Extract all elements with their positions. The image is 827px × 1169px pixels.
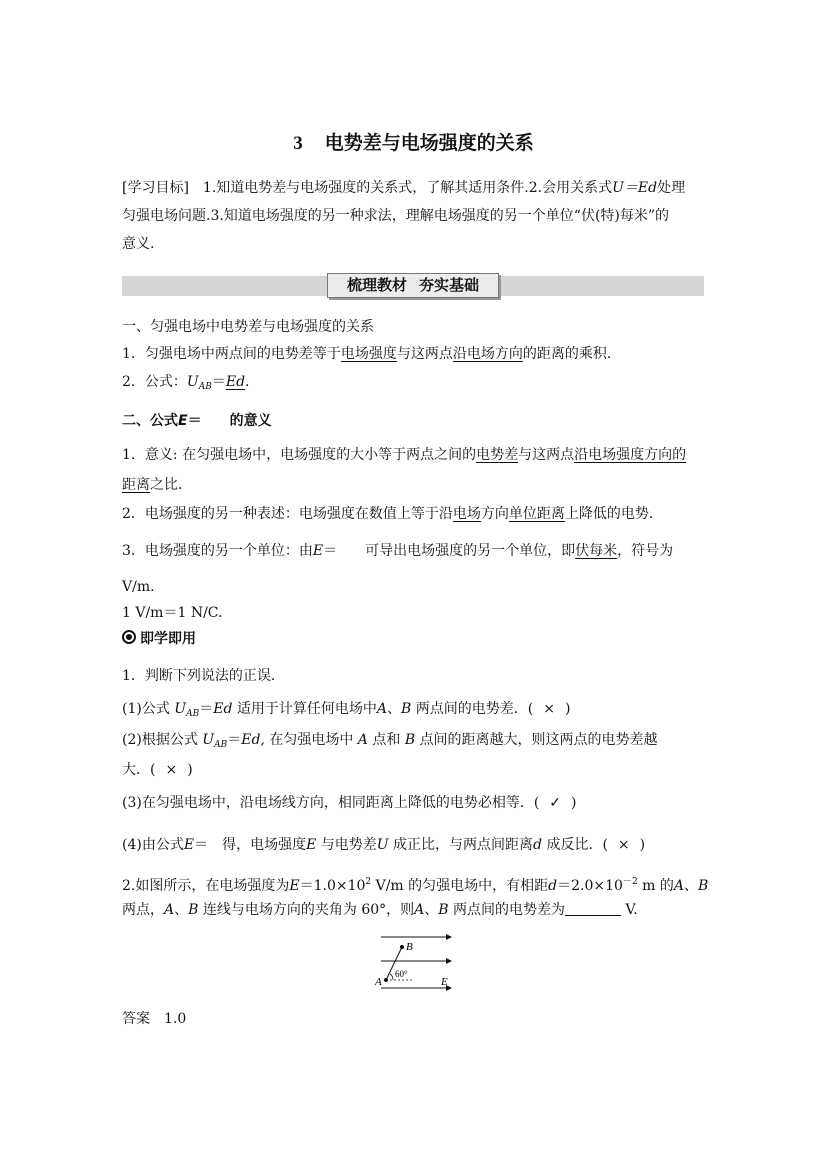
label-angle: 60° bbox=[395, 969, 408, 979]
answer-blank bbox=[565, 901, 621, 916]
label-e: E bbox=[441, 976, 448, 988]
q1-title: 1．判断下列说法的正误． bbox=[122, 668, 285, 684]
section1-item1: 1．匀强电场中两点间的电势差等于电场强度与这两点沿电场方向的距离的乘积． bbox=[122, 346, 621, 362]
title-text: 电势差与电场强度的关系 bbox=[324, 132, 534, 154]
section2-item1-cont: 距离之比． bbox=[122, 477, 192, 493]
q1-2-cont: 大．( × ) bbox=[122, 757, 193, 783]
page-title bbox=[0, 128, 827, 155]
title-number: 3 bbox=[293, 133, 303, 154]
practice-heading: 即学即用 bbox=[122, 626, 196, 652]
q1-2: (2)根据公式 $U_{AB}=Ed$, 在匀强电场中 A 点和 B 点间的距离越大，则这两点的电势差越 bbox=[122, 732, 658, 750]
section2-item1: 1．意义: 在匀强电场中，电场强度的大小等于两点之间的电势差与这两点沿电场强度方向的 bbox=[122, 447, 687, 463]
angle-arc bbox=[390, 974, 393, 980]
q1-3-mark: ✓ bbox=[549, 795, 562, 811]
answer-line bbox=[122, 1006, 186, 1032]
label-a: A bbox=[375, 976, 382, 988]
q1-1-mark: × bbox=[543, 701, 555, 717]
q1-1: (1)公式 $U_{AB}=Ed$ 适用于计算任何电场中A、B 两点间的电势差．( × ) bbox=[122, 696, 570, 727]
field-diagram bbox=[365, 930, 460, 995]
objectives-line2: 匀强电场问题.3.知道电场强度的另一种求法，理解电场强度的另一个单位“伏(特)每米”的 bbox=[122, 208, 670, 224]
answer-value: 1.0 bbox=[164, 1011, 187, 1027]
q1-4-mark: × bbox=[617, 837, 630, 853]
section2-item3: 3．电场强度的另一个单位：由E＝ 可导出电场强度的另一个单位，即伏每米，符号为 bbox=[122, 543, 674, 559]
answer-label: 答案 bbox=[122, 1011, 150, 1027]
q2-line2: 两点，A、B 连线与电场方向的夹角为 60°，则A、B 两点间的电势差为 V. bbox=[122, 902, 638, 918]
section2-heading: 二、公式E＝ 的意义 bbox=[122, 413, 272, 429]
q1-4: (4)由公式E＝ 得，电场强度E 与电势差U 成正比，与两点间距离d 成反比．( × ) bbox=[122, 832, 645, 858]
section-banner bbox=[122, 276, 704, 296]
section2-item3-unit: V/m. bbox=[122, 579, 155, 595]
objectives-line1: [学习目标] 1.知道电势差与电场强度的关系式，了解其适用条件.2.会用关系式U＝Ed处理 bbox=[122, 180, 686, 196]
section1-heading: 一、匀强电场中电势差与电场强度的关系 bbox=[122, 319, 374, 335]
q2-line1: 2.如图所示，在电场强度为$E=1.0\times 10^2$ V/m 的匀强电场中，有相距$d=2.0\times 10^{-2}$ m 的A、B bbox=[122, 877, 709, 894]
q1-3: (3)在匀强电场中，沿电场线方向，相同距离上降低的电势必相等．( ✓ ) bbox=[122, 790, 577, 816]
practice-icon bbox=[122, 630, 136, 644]
section1-item2: 2．公式：$U_{AB}=Ed$. bbox=[122, 374, 250, 392]
section2-item2: 2．电场强度的另一种表述：电场强度在数值上等于沿电场方向单位距离上降低的电势． bbox=[122, 506, 663, 522]
section2-item3-equiv: 1 V/m＝1 N/C. bbox=[122, 605, 223, 621]
q1-2-mark: × bbox=[165, 762, 178, 778]
label-b: B bbox=[406, 941, 413, 953]
banner-box: 梳理教材 夯实基础 bbox=[327, 273, 499, 298]
objectives-line3: 意义. bbox=[122, 236, 155, 252]
point-b bbox=[400, 945, 404, 949]
